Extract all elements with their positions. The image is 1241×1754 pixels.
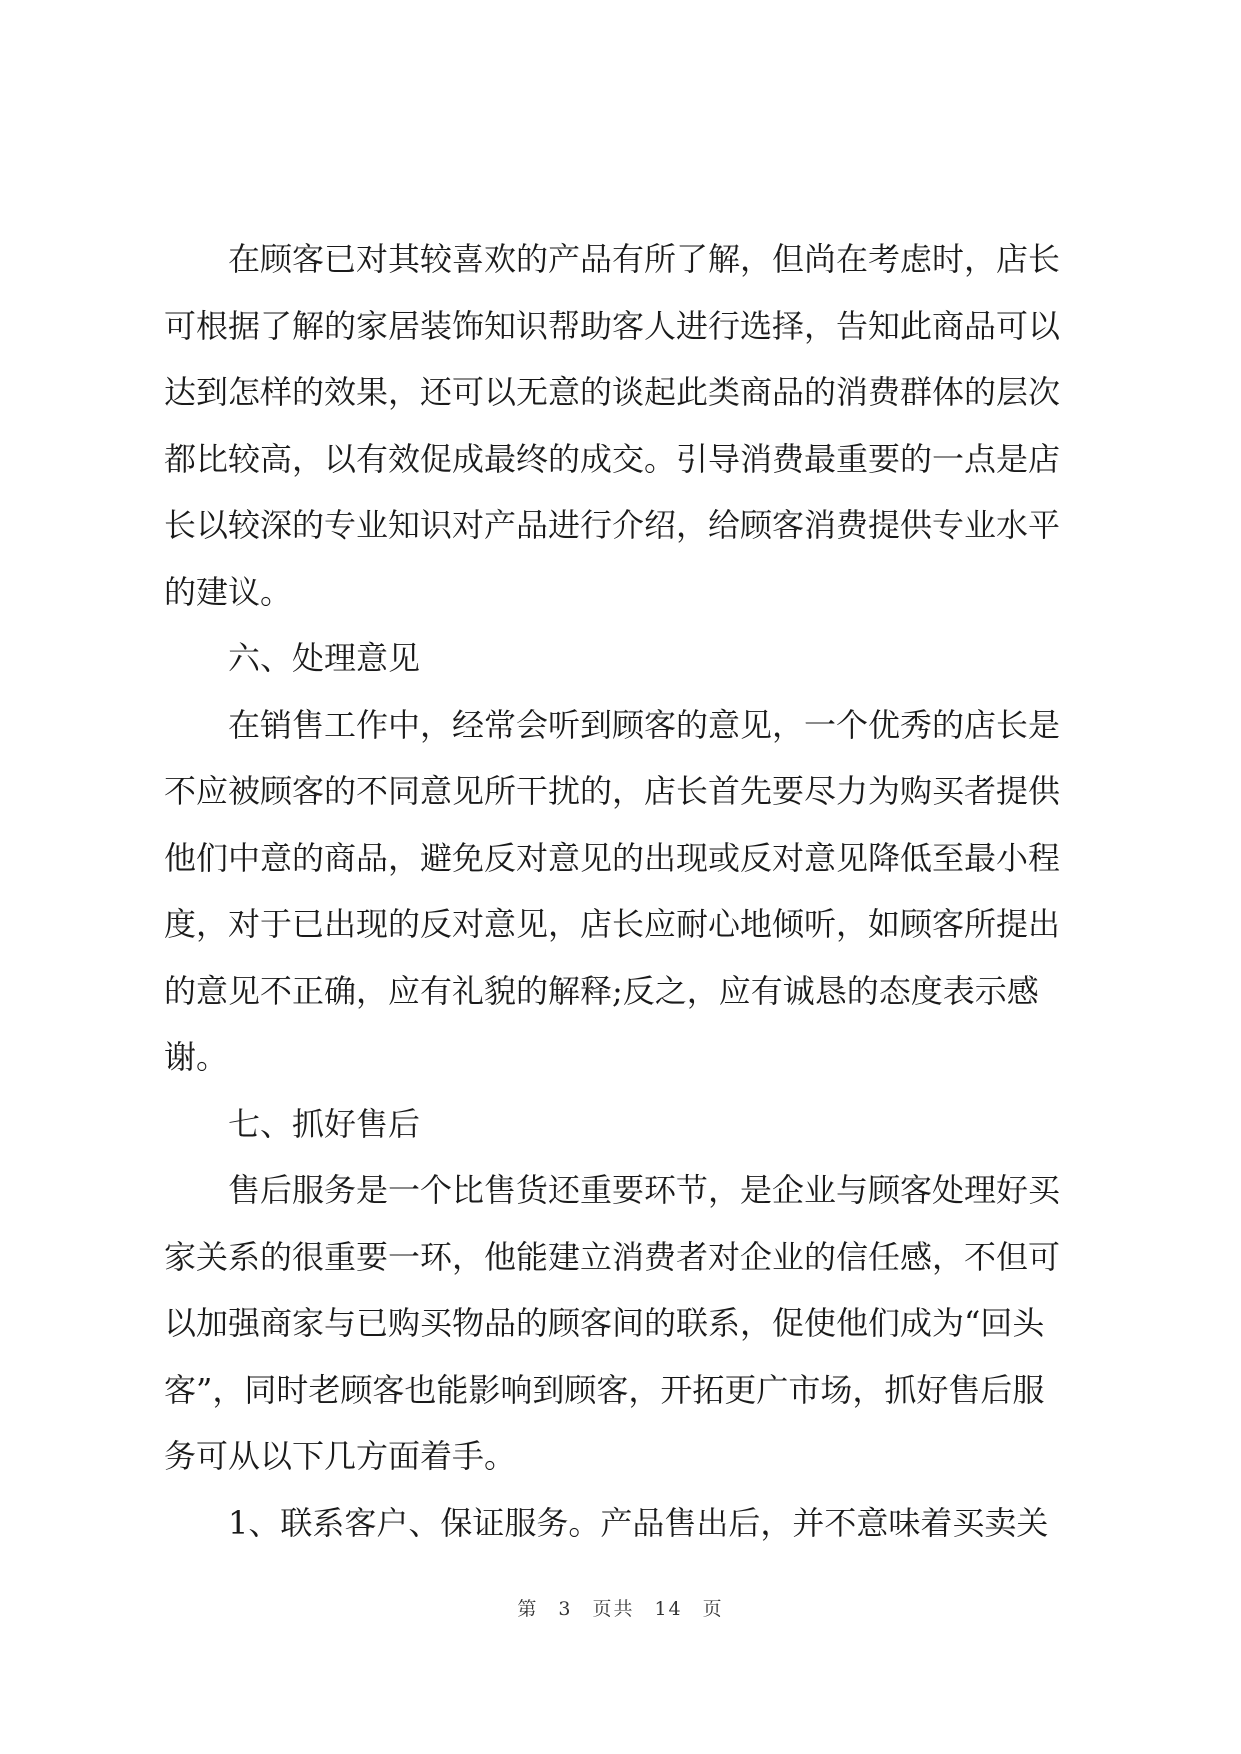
paragraph-line: 售后服务是一个比售货还重要环节，是企业与顾客处理好买 [164,1171,1061,1209]
paragraph-line: 1、联系客户、保证服务。产品售出后，并不意味着买卖关 [164,1503,1049,1542]
paragraph-line: 谢。 [164,1038,229,1076]
paragraph-line: 客”，同时老顾客也能影响到顾客，开拓更广市场，抓好售后服 [164,1370,1045,1409]
paragraph-line: 在销售工作中，经常会听到顾客的意见，一个优秀的店长是 [164,705,1061,744]
paragraph-line: 的建议。 [164,572,293,611]
paragraph-line: 他们中意的商品，避免反对意见的出现或反对意见降低至最小程 [164,838,1061,877]
current-page-number: 3 [558,1598,573,1620]
paragraph-line: 达到怎样的效果，还可以无意的谈起此类商品的消费群体的层次 [164,373,1061,411]
footer-prefix: 第 [517,1598,539,1620]
paragraph-line: 不应被顾客的不同意见所干扰的，店长首先要尽力为购买者提供 [164,772,1061,810]
paragraph-line: 以加强商家与已购买物品的顾客间的联系，促使他们成为“回头 [164,1304,1045,1342]
section-heading: 六、处理意见 [164,639,421,677]
paragraph-line: 务可从以下几方面着手。 [164,1437,517,1475]
footer-middle: 页共 [592,1598,635,1620]
paragraph-line: 可根据了解的家居装饰知识帮助客人进行选择，告知此商品可以 [164,306,1061,345]
paragraph-line: 在顾客已对其较喜欢的产品有所了解，但尚在考虑时，店长 [164,240,1061,278]
paragraph-line: 度，对于已出现的反对意见，店长应耐心地倾听，如顾客所提出 [164,905,1061,943]
footer-suffix: 页 [702,1598,724,1620]
paragraph-line: 长以较深的专业知识对产品进行介绍，给顾客消费提供专业水平 [164,506,1061,544]
paragraph-line: 家关系的很重要一环，他能建立消费者对企业的信任感，不但可 [164,1237,1061,1276]
page-number-footer [0,1594,1241,1621]
paragraph-line: 的意见不正确，应有礼貌的解释;反之，应有诚恳的态度表示感 [164,971,1039,1010]
document-body [164,226,1094,1556]
paragraph-line: 都比较高，以有效促成最终的成交。引导消费最重要的一点是店 [164,439,1061,478]
section-heading: 七、抓好售后 [164,1104,421,1143]
total-pages-number: 14 [654,1598,683,1620]
